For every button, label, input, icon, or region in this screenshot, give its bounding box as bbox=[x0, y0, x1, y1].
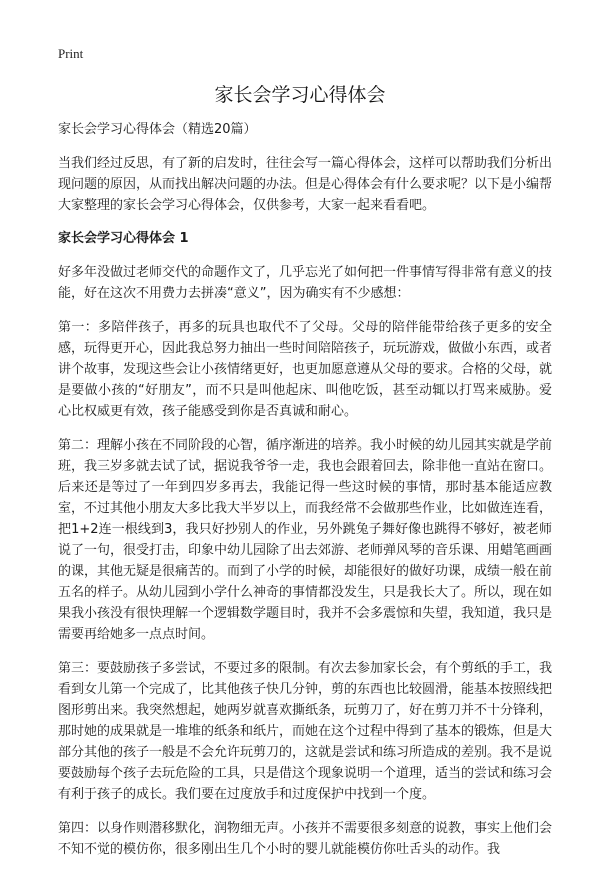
body-paragraph: 第一：多陪伴孩子，再多的玩具也取代不了父母。父母的陪伴能带给孩子更多的安全感，玩得更开心，因此我总努力抽出一些时间陪陪孩子，玩玩游戏，做做小东西，或者讲个故事，发现这些会让小孩情绪更好，也更加愿意遵从父母的要求。合格的父母，就是要做小孩的“好朋友”，而不只是叫他起床、叫他吃饭，甚至动辄以打骂来威胁。爱心比权威更有效，孩子能感受到你是否真诚和耐心。 bbox=[58, 320, 553, 419]
body-paragraph: 第四：以身作则潜移默化，润物细无声。小孩并不需要很多刻意的说教，事实上他们会不知不觉的模仿你，很多刚出生几个小时的婴儿就能模仿你吐舌头的动作。我 bbox=[58, 821, 553, 857]
document-subtitle: 家长会学习心得体会（精选20篇） bbox=[58, 122, 257, 137]
document-body bbox=[58, 120, 552, 873]
body-paragraph: 第二：理解小孩在不同阶段的心智，循序渐进的培养。我小时候的幼儿园其实就是学前班，我三岁多就去试了试，据说我爷爷一走，我也会跟着回去，除非他一直站在窗口。后来还是等过了一年到四岁多再去，我能记得一些这时候的事情，那时基本能适应教室，不过其他小朋友大多比我大半岁以上，而我经常不会做那些作业，比如做连连看，把1+2连一根线到3，我只好抄别人的作业，另外跳兔子舞好像也跳得不够好，被老师说了一句，很受打击，印象中幼儿园除了出去郊游、老师弹风琴的音乐课、用蜡笔画画的课，其他无疑是很痛苦的。而到了小学的时候，却能很好的做好功课，成绩一般在前五名的样子。从幼儿园到小学什么神奇的事情都没发生，只是我长大了。所以，现在如果我小孩没有很快理解一个逻辑数学题目时，我并不会多震惊和失望，我知道，我只是需要再给她多一点点时间。 bbox=[58, 438, 553, 642]
print-link[interactable]: Print bbox=[58, 46, 84, 61]
section-heading: 家长会学习心得体会 1 bbox=[58, 231, 189, 246]
document-title: 家长会学习心得体会 bbox=[214, 84, 386, 106]
intro-paragraph: 当我们经过反思，有了新的启发时，往往会写一篇心得体会，这样可以帮助我们分析出现问题的原因，从而找出解决问题的办法。但是心得体会有什么要求呢？以下是小编帮大家整理的家长会学习心得体会，仅供参考，大家一起来看看吧。 bbox=[58, 156, 553, 213]
body-paragraph: 第三：要鼓励孩子多尝试，不要过多的限制。有次去参加家长会，有个剪纸的手工，我看到女儿第一个完成了，比其他孩子快几分钟，剪的东西也比较圆滑，能基本按照线把图形剪出来。我突然想起，她两岁就喜欢撕纸条，玩剪刀了，好在剪刀并不十分锋利，那时她的成果就是一堆堆的纸条和纸片，而她在这个过程中得到了基本的锻炼，但是大部分其他的孩子一般是不会允许玩剪刀的，这就是尝试和练习所造成的差别。我不是说要鼓励每个孩子去玩危险的工具，只是借这个现象说明一个道理，适当的尝试和练习会有利于孩子的成长。我们要在过度放手和过度保护中找到一个度。 bbox=[58, 661, 553, 802]
body-paragraph: 好多年没做过老师交代的命题作文了，几乎忘光了如何把一件事情写得非常有意义的技能，好在这次不用费力去拼凑“意义”，因为确实有不少感想： bbox=[58, 265, 553, 301]
